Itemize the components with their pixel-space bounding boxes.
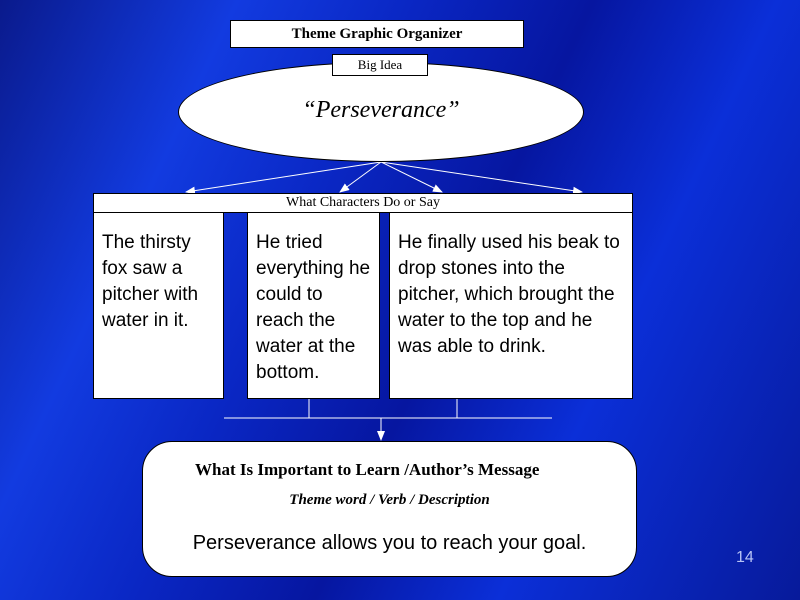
- character-action-1: The thirsty fox saw a pitcher with water in it.: [93, 212, 224, 399]
- top-arrows: [186, 162, 582, 192]
- bottom-connector: [224, 399, 552, 440]
- author-message-title: What Is Important to Learn /Author’s Message: [195, 460, 540, 479]
- organizer-title: Theme Graphic Organizer: [230, 20, 524, 48]
- big-idea-label: Big Idea: [332, 54, 428, 76]
- characters-header: What Characters Do or Say: [93, 193, 633, 213]
- big-idea-ellipse: [178, 62, 584, 162]
- big-idea-value: “Perseverance”: [302, 96, 460, 123]
- character-action-2: He tried everything he could to reach the water at the bottom.: [247, 212, 380, 399]
- character-action-3: He finally used his beak to drop stones into the pitcher, which brought the water to the top and he was able to drink.: [389, 212, 633, 399]
- arrow-to-center-left: [340, 162, 381, 192]
- arrow-to-left: [186, 162, 381, 192]
- page-number: 14: [736, 549, 754, 566]
- author-message-text: Perseverance allows you to reach your goal.: [192, 532, 587, 554]
- author-message-box: [142, 441, 637, 577]
- author-message-subtitle: Theme word / Verb / Description: [289, 492, 490, 508]
